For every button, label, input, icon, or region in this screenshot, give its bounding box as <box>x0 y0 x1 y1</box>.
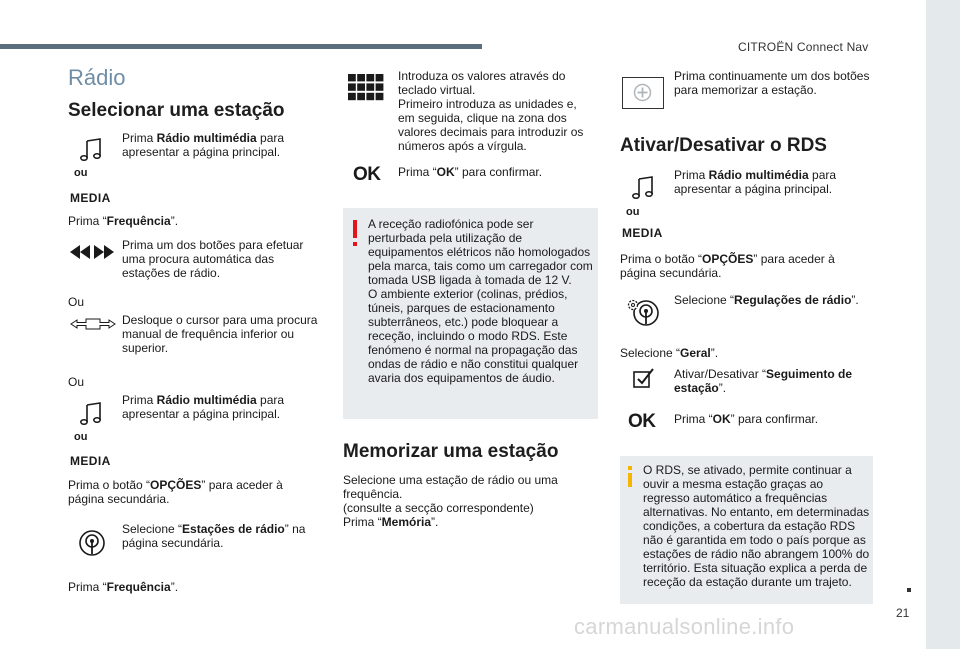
step-manual-search: Desloque o cursor para uma procura manual de frequência inferior ou superior. <box>122 313 318 355</box>
keypad-grid-icon <box>348 74 384 104</box>
step-radio-stations: Selecione “Estações de rádio” na página secundária. <box>122 522 306 550</box>
keypad-key <box>366 74 374 81</box>
warning-icon-dot <box>353 242 357 246</box>
step-frequency-2: Prima “Frequência”. <box>68 580 179 594</box>
radio-settings-icon <box>626 296 660 331</box>
section-title-rds: Ativar/Desativar o RDS <box>620 135 827 156</box>
or-label: ou <box>74 167 88 179</box>
keypad-key <box>357 83 365 90</box>
page-edge-strip <box>926 0 960 649</box>
or-label-2: ou <box>74 431 88 443</box>
memorize-instructions: Selecione uma estação de rádio ou uma frequência. (consulte a secção correspondente) Prima “Memória”. <box>343 473 558 529</box>
media-button-label: MEDIA <box>70 191 111 205</box>
or-label-3: ou <box>626 206 640 218</box>
keypad-key <box>376 74 384 81</box>
keypad-key <box>366 83 374 90</box>
keypad-key <box>376 93 384 100</box>
step-radio-multimedia-2: Prima Rádio multimédia para apresentar a página principal. <box>122 393 285 421</box>
step-ok-confirm: Prima “OK” para confirmar. <box>398 165 543 179</box>
memory-preset-button-icon <box>622 77 664 109</box>
continue-marker <box>907 588 911 592</box>
keypad-key <box>348 83 356 90</box>
watermark: carmanualsonline.info <box>574 614 795 639</box>
section-title-memorize: Memorizar uma estação <box>343 441 559 462</box>
brand-name: CITROËN Connect Nav <box>738 40 869 54</box>
or-text-2: Ou <box>68 375 85 389</box>
music-note-icon-2 <box>79 402 103 426</box>
step-station-follow: Ativar/Desativar “Seguimento de estação”. <box>674 367 853 395</box>
ok-icon: OK <box>353 164 381 185</box>
keypad-key <box>348 93 356 100</box>
info-text: O RDS, se ativado, permite continuar a ouvir a mesma estação graças ao regresso automático a frequências alternativas. No entanto, em determinadas condições, a cobertura da estação RDS não é garantida em todo o país porque as estações de rádio não abrangem 100% do território. Esta situação explica a perda de receção da estação durante um trajeto. <box>643 463 870 589</box>
or-text: Ou <box>68 295 85 309</box>
checkbox-icon <box>633 367 655 392</box>
seek-arrows-icon <box>70 245 114 262</box>
keypad-instructions: Introduza os valores através do teclado virtual. Primeiro introduza as unidades e, em seguida, clique na zona dos valores decimais para introduzir os números após a vírgula. <box>398 69 584 153</box>
step-frequency: Prima “Frequência”. <box>68 214 179 228</box>
music-note-icon <box>79 138 103 162</box>
slider-cursor-icon <box>70 318 116 333</box>
step-auto-search: Prima um dos botões para efetuar uma procura automática das estações de rádio. <box>122 238 304 280</box>
page-number: 21 <box>896 606 910 620</box>
step-options: Prima o botão “OPÇÕES” para aceder à página secundária. <box>68 478 283 506</box>
step-options-rds: Prima o botão “OPÇÕES” para aceder à página secundária. <box>620 252 835 280</box>
keypad-key <box>357 74 365 81</box>
step-general: Selecione “Geral”. <box>620 346 719 360</box>
warning-text: A receção radiofónica pode ser perturbada pela utilização de equipamentos elétricos não homologados pela marca, tais como um carregador com tomada USB ligada à tomada de 12 V. O ambiente exterior (colinas, prédios, túneis, parques de estacionamento subterrâneos, etc.) pode bloquear a receção, incluindo o modo RDS. Este fenómeno é normal na propagação das ondas de rádio e não constitui qualquer avaria dos equipamentos de áudio. <box>368 217 593 385</box>
step-radio-multimedia-3: Prima Rádio multimédia para apresentar a página principal. <box>674 168 837 196</box>
header-rule <box>0 44 482 49</box>
keypad-key <box>348 74 356 81</box>
keypad-key <box>366 93 374 100</box>
step-long-press: Prima continuamente um dos botões para memorizar a estação. <box>674 69 870 97</box>
section-title-select-station: Selecionar uma estação <box>68 100 285 121</box>
step-radio-multimedia: Prima Rádio multimédia para apresentar a página principal. <box>122 131 285 159</box>
music-note-icon-3 <box>631 176 655 200</box>
chapter-title: Rádio <box>68 65 126 90</box>
info-icon <box>628 473 632 487</box>
warning-icon <box>353 220 357 238</box>
step-radio-settings: Selecione “Regulações de rádio”. <box>674 293 859 307</box>
ok-icon-2: OK <box>628 411 656 432</box>
keypad-key <box>376 83 384 90</box>
radio-antenna-icon <box>78 529 106 560</box>
media-button-label-3: MEDIA <box>622 226 663 240</box>
info-icon-dot <box>628 466 632 470</box>
keypad-key <box>357 93 365 100</box>
step-ok-confirm-2: Prima “OK” para confirmar. <box>674 412 819 426</box>
media-button-label-2: MEDIA <box>70 454 111 468</box>
